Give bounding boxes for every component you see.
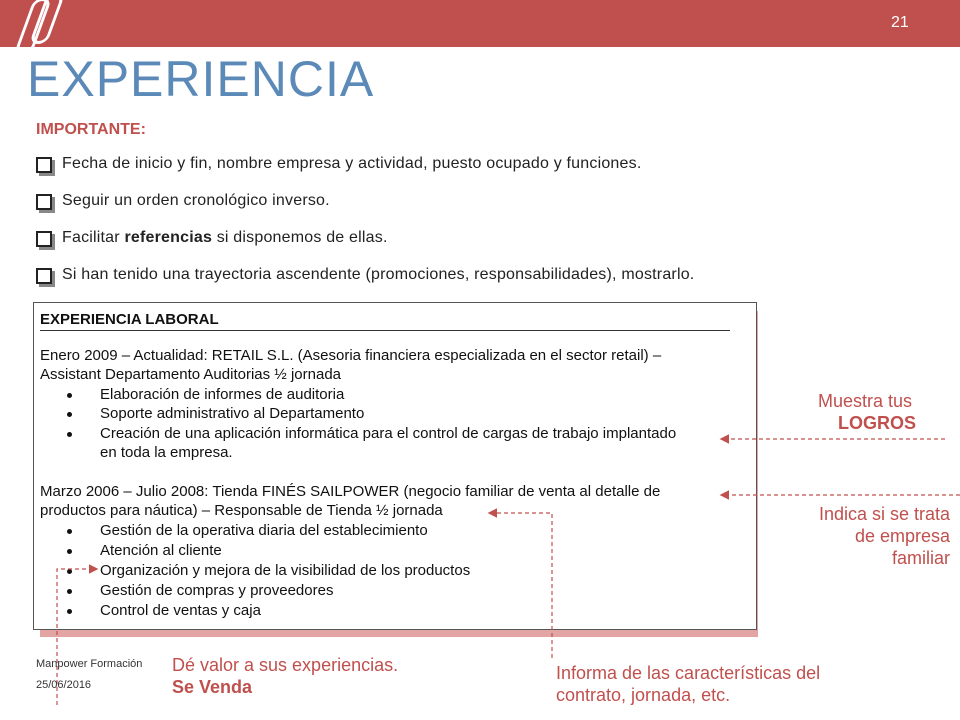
job2-item-text: Gestión de la operativa diaria del establecimiento [100,522,428,539]
job2-item-text: Control de ventas y caja [100,602,261,619]
job1-title-line: Enero 2009 – Actualidad: RETAIL S.L. (Asesoria financiera especializada en el sector retail) – [40,347,662,364]
annotation-line: Informa de las características del [556,663,821,683]
page-number: 21 [891,14,909,31]
footer-org: Manpower Formación [36,658,143,670]
bullet-text: Si han tenido una trayectoria ascendente (promociones, responsabilidades), mostrarlo. [62,266,695,283]
contrato-annotation [556,662,820,706]
annotation-line: familiar [891,548,950,568]
bullet-text-part: si disponemos de ellas. [212,229,388,246]
job1-item-text: Creación de una aplicación informática para el control de cargas de trabajo implantado [100,425,677,442]
annotation-line: LOGROS [838,413,917,433]
bullet-text: Seguir un orden cronológico inverso. [62,192,330,209]
annotation-line: Muestra tus [818,391,913,411]
annotation-line: contrato, jornada, etc. [556,685,731,705]
job1-item-text: Soporte administrativo al Departamento [100,405,365,422]
job2-item-text: Gestión de compras y proveedores [100,582,334,599]
annotation-line: Se Venda [172,677,253,697]
job2-item-text: Organización y mejora de la visibilidad de los productos [100,562,471,579]
annotation-line: Indica si se trata [818,504,950,524]
job2-title-line: Marzo 2006 – Julio 2008: Tienda FINÉS SAILPOWER (negocio familiar de venta al detalle de [40,483,661,500]
cv-heading: EXPERIENCIA LABORAL [40,311,219,328]
important-label: IMPORTANTE: [36,121,146,138]
logros-annotation [818,390,916,434]
footer-date: 25/06/2016 [36,679,92,691]
job1-title-line: Assistant Departamento Auditorias ½ jornada [40,366,342,383]
bullet-text-part: Facilitar [62,229,125,246]
valor-annotation [172,654,398,698]
job1-item-text: Elaboración de informes de auditoria [100,386,345,403]
familiar-annotation [760,503,950,569]
bullet-text-bold: referencias [124,229,213,246]
job2-item-text: Atención al cliente [100,542,222,559]
job2-title-line: productos para náutica) – Responsable de Tienda ½ jornada [40,502,443,519]
contrato-arrow [490,513,552,658]
page-title: EXPERIENCIA [27,51,375,107]
annotation-line: Dé valor a sus experiencias. [172,655,399,675]
bullet-text: Fecha de inicio y fin, nombre empresa y actividad, puesto ocupado y funciones. [62,155,642,172]
job1-item-continued: en toda la empresa. [100,444,233,461]
annotation-line: de empresa [854,526,950,546]
